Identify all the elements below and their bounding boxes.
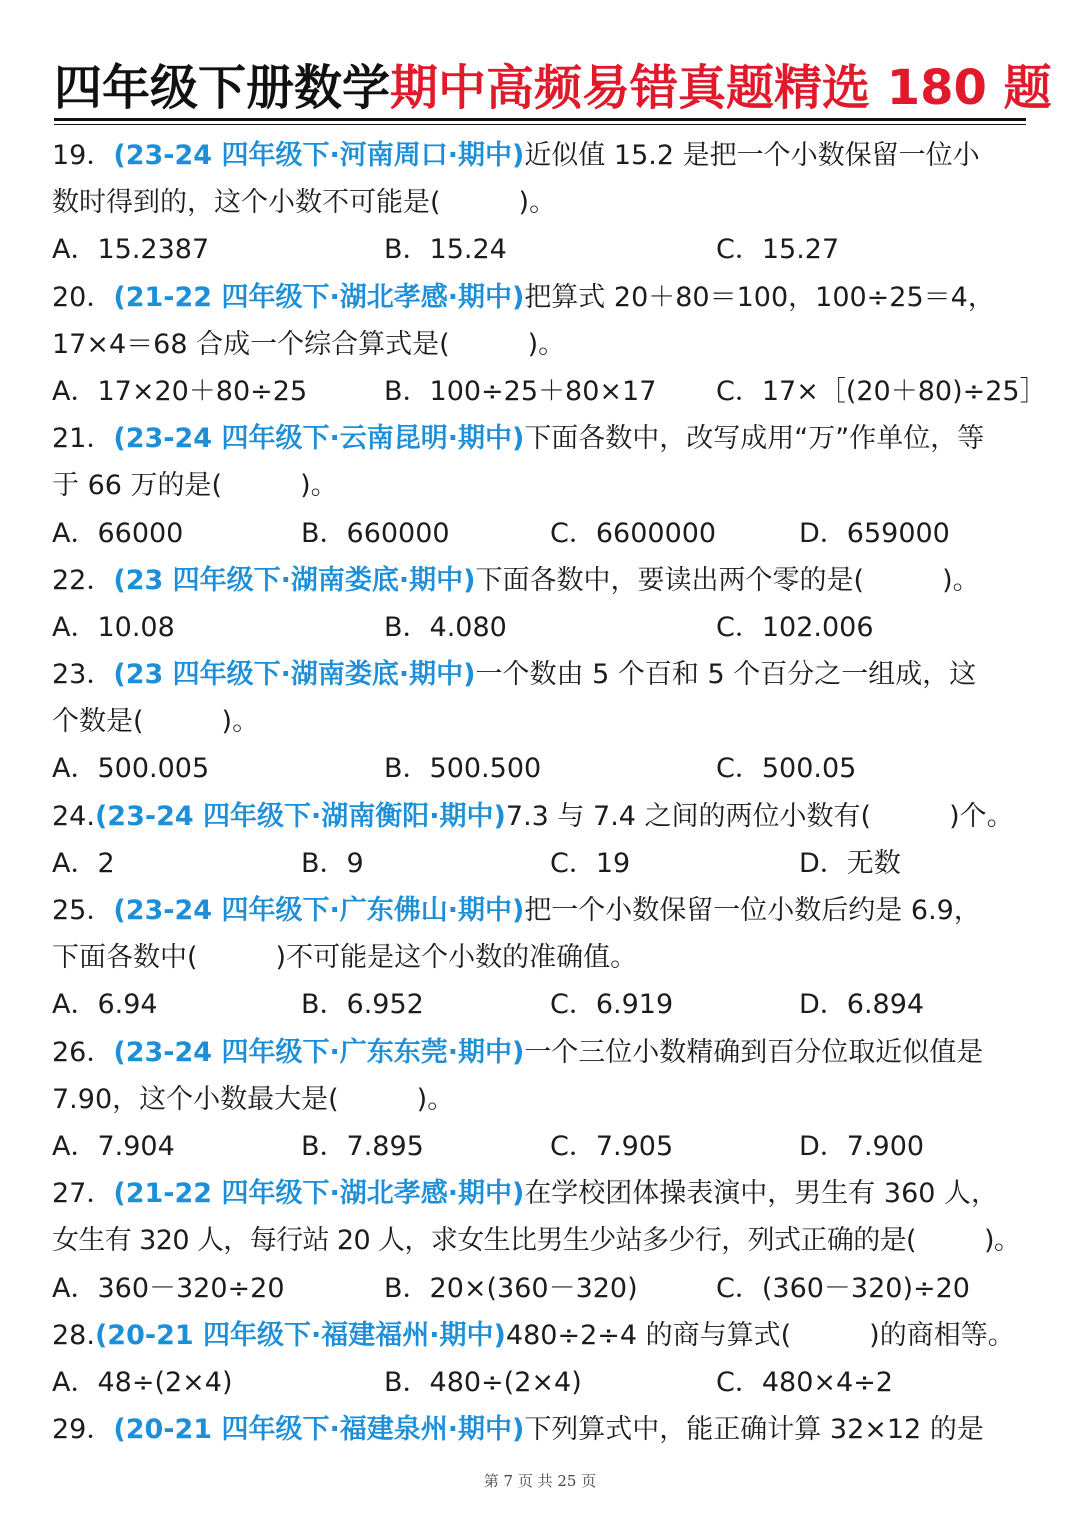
question-stem: 一个数由 5 个百和 5 个百分之一组成，这: [475, 659, 977, 691]
question-stem: )的商相等。: [869, 1319, 1015, 1351]
question-stem: 7.3 与 7.4 之间的两位小数有(: [505, 800, 872, 832]
question-22-line-1: [52, 557, 1052, 604]
question-stem: 数时得到的，这个小数不可能是(: [52, 187, 441, 219]
option-a: A．360－320÷20: [52, 1272, 285, 1304]
question-number: 26．: [52, 1036, 114, 1068]
question-source: (21-22 四年级下·湖北孝感·期中): [113, 281, 525, 313]
question-stem: )。: [983, 1225, 1021, 1257]
option-a: A．17×20＋80÷25: [52, 375, 308, 407]
option-c: C．19: [550, 847, 631, 879]
question-stem: 把算式 20＋80＝100，100÷25＝4，: [524, 281, 995, 313]
question-19-line-2: [52, 179, 1052, 226]
question-21-options: [52, 510, 1052, 557]
question-source: (21-22 四年级下·湖北孝感·期中): [113, 1178, 525, 1210]
question-26-line-2: [52, 1076, 1052, 1123]
question-21-line-2: [52, 462, 1052, 509]
question-stem: 近似值 15.2 是把一个小数保留一位小: [524, 140, 980, 171]
option-c: C．7.905: [550, 1130, 674, 1162]
question-number: 28.: [52, 1319, 95, 1351]
question-24-line-1: [52, 793, 1052, 840]
question-26-line-1: [52, 1029, 1052, 1076]
question-stem: )。: [221, 706, 260, 738]
question-source: (23 四年级下·湖南娄底·期中): [113, 659, 476, 691]
question-28-options: [52, 1359, 1052, 1406]
title-rule-thick: [54, 118, 1026, 121]
question-stem: 下面各数中，要读出两个零的是(: [475, 564, 865, 596]
option-b: B．20×(360－320): [384, 1272, 638, 1304]
question-19-options: [52, 226, 1052, 273]
option-b: B．15.24: [384, 234, 507, 266]
option-b: B．100÷25＋80×17: [384, 375, 657, 407]
option-a: A．6.94: [52, 989, 158, 1021]
option-a: A．66000: [52, 517, 184, 549]
option-d: D．6.894: [799, 989, 925, 1021]
question-number: 25．: [52, 895, 114, 926]
question-stem: 一个三位小数精确到百分位取近似值是: [524, 1036, 984, 1068]
question-27-line-1: [52, 1170, 1052, 1217]
question-source: (23-24 四年级下·湖南衡阳·期中): [94, 800, 506, 832]
option-d: D．无数: [799, 847, 901, 879]
question-27-line-2: [52, 1217, 1052, 1264]
option-d: D．7.900: [799, 1130, 925, 1162]
option-b: B．9: [301, 847, 364, 879]
question-stem: )。: [942, 564, 980, 596]
question-25-line-1: [52, 887, 1052, 934]
option-c: C．6600000: [550, 517, 717, 549]
option-d: D．659000: [799, 517, 950, 549]
question-number: 20．: [52, 281, 114, 313]
option-a: A．7.904: [52, 1130, 175, 1162]
question-stem: )。: [518, 187, 557, 219]
question-source: (20-21 四年级下·福建福州·期中): [94, 1319, 506, 1351]
question-stem: 女生有 320 人，每行站 20 人，求女生比男生少站多少行，列式正确的是(: [52, 1225, 916, 1257]
page-footer: 第 7 页 共 25 页: [483, 1472, 597, 1490]
question-stem: 下面各数中(: [52, 942, 198, 974]
question-source: (23-24 四年级下·广东佛山·期中): [113, 895, 525, 926]
question-stem: )。: [527, 328, 566, 360]
option-a: A．15.2387: [52, 234, 210, 266]
question-stem: 个数是(: [52, 706, 144, 738]
question-stem: 把一个小数保留一位小数后约是 6.9，: [524, 895, 981, 926]
question-25-options: [52, 981, 1052, 1028]
question-19-line-1: [52, 132, 1052, 179]
question-number: 19．: [52, 140, 114, 171]
option-c: C．480×4÷2: [716, 1366, 893, 1398]
question-23-options: [52, 745, 1052, 792]
option-a: A．500.005: [52, 753, 210, 785]
option-b: B．500.500: [384, 753, 542, 785]
question-23-line-1: [52, 651, 1052, 698]
question-21-line-1: [52, 415, 1052, 462]
question-stem: )。: [416, 1083, 455, 1115]
question-27-options: [52, 1265, 1052, 1312]
question-20-options: [52, 368, 1052, 415]
question-number: 23．: [52, 659, 114, 691]
option-b: B．6.952: [301, 989, 424, 1021]
option-c: C．17×［(20＋80)÷25］: [716, 375, 1047, 407]
question-25-line-2: [52, 934, 1052, 981]
question-stem: )。: [300, 470, 338, 502]
question-source: (20-21 四年级下·福建泉州·期中): [113, 1414, 525, 1446]
question-20-line-1: [52, 274, 1052, 321]
title-red-part: 期中高频易错真题精选 180 题: [390, 60, 1052, 116]
option-c: C．500.05: [716, 753, 857, 785]
question-stem: 下面各数中，改写成用“万”作单位，等: [524, 423, 985, 455]
question-stem: )个。: [949, 800, 1014, 832]
option-b: B．4.080: [384, 611, 507, 643]
question-stem: 7.90，这个小数最大是(: [52, 1083, 339, 1115]
option-a: A．48÷(2×4): [52, 1366, 233, 1398]
option-c: C．102.006: [716, 611, 874, 643]
question-stem: 在学校团体操表演中，男生有 360 人，: [524, 1178, 999, 1210]
question-22-options: [52, 604, 1052, 651]
question-23-line-2: [52, 698, 1052, 745]
title-black-part: 四年级下册数学: [54, 60, 391, 116]
question-source: (23-24 四年级下·河南周口·期中): [113, 140, 525, 171]
question-26-options: [52, 1123, 1052, 1170]
option-c: C．15.27: [716, 234, 840, 266]
question-source: (23-24 四年级下·广东东莞·期中): [113, 1036, 525, 1068]
question-list: [52, 132, 1052, 1453]
question-number: 27．: [52, 1178, 114, 1210]
question-stem: )不可能是这个小数的准确值。: [275, 942, 638, 974]
question-number: 24.: [52, 800, 95, 832]
question-stem: 17×4＝68 合成一个综合算式是(: [52, 328, 450, 360]
question-number: 22．: [52, 564, 114, 596]
option-b: B．480÷(2×4): [384, 1366, 582, 1398]
option-c: C．(360－320)÷20: [716, 1272, 970, 1304]
question-stem: 下列算式中，能正确计算 32×12 的是: [524, 1414, 984, 1446]
question-source: (23 四年级下·湖南娄底·期中): [113, 564, 476, 596]
question-28-line-1: [52, 1312, 1052, 1359]
question-stem: 480÷2÷4 的商与算式(: [505, 1319, 792, 1351]
option-c: C．6.919: [550, 989, 674, 1021]
question-source: (23-24 四年级下·云南昆明·期中): [113, 423, 525, 455]
option-b: B．7.895: [301, 1130, 424, 1162]
question-number: 29．: [52, 1414, 114, 1446]
option-a: A．2: [52, 847, 115, 879]
question-stem: 于 66 万的是(: [52, 470, 223, 502]
question-29-line-1: [52, 1406, 1052, 1453]
question-number: 21．: [52, 423, 114, 455]
page-title: [54, 56, 1052, 120]
option-a: A．10.08: [52, 611, 175, 643]
option-b: B．660000: [301, 517, 450, 549]
title-rule-thin: [54, 124, 1026, 125]
question-24-options: [52, 840, 1052, 887]
question-20-line-2: [52, 321, 1052, 368]
